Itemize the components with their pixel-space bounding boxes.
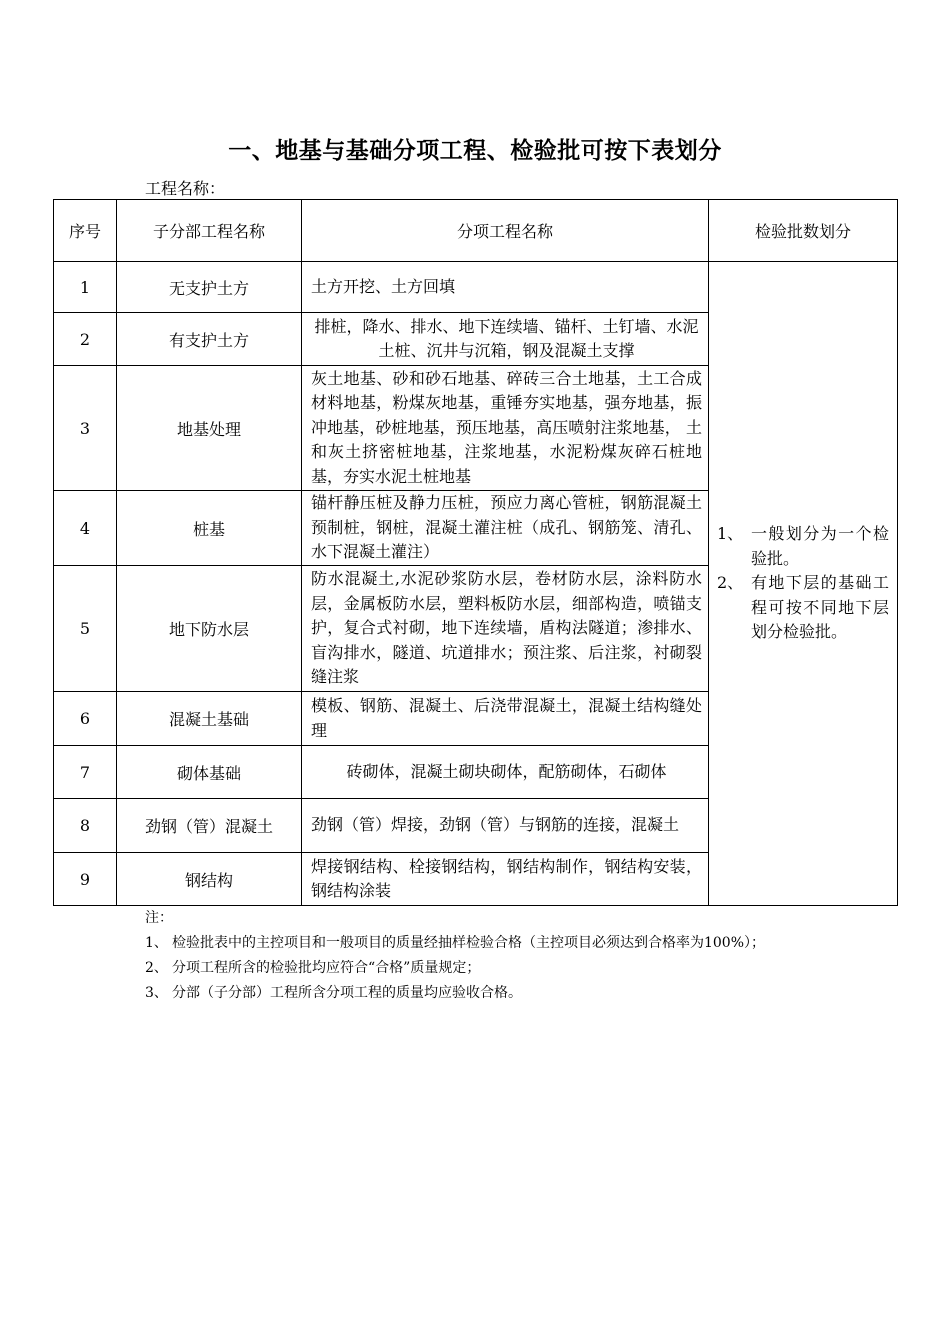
row-items: 排桩，降水、排水、地下连续墙、锚杆、土钉墙、水泥土桩、沉井与沉箱，钢及混凝土支撑 [302,313,709,366]
batch-rule-number: 2、 [717,573,744,593]
row-items: 焊接钢结构、栓接钢结构，钢结构制作，钢结构安装，钢结构涂装 [302,853,709,906]
row-subdivision: 地基处理 [117,366,302,491]
project-name-label: 工程名称： [145,179,226,198]
row-subdivision: 砌体基础 [117,746,302,799]
row-no: 2 [54,313,117,366]
note-number: 1、 [145,935,168,951]
note-number: 3、 [145,985,168,1001]
row-no: 6 [54,692,117,746]
header-no: 序号 [54,200,117,262]
row-subdivision: 桩基 [117,491,302,566]
notes-label: 注： [145,910,173,926]
row-subdivision: 混凝土基础 [117,692,302,746]
batch-rule [717,522,889,571]
row-items: 锚杆静压桩及静力压桩，预应力离心管桩，钢筋混凝土预制桩，钢桩，混凝土灌注桩（成孔、钢筋笼、清孔、水下混凝土灌注） [302,491,709,566]
row-no: 4 [54,491,117,566]
header-batch: 检验批数划分 [709,200,898,262]
row-no: 8 [54,799,117,853]
row-no: 7 [54,746,117,799]
division-table [53,199,898,906]
row-no: 3 [54,366,117,491]
note-item [145,981,825,1006]
table-row [54,262,898,313]
table-header-row [54,200,898,262]
header-subitem: 分项工程名称 [302,200,709,262]
row-items: 灰土地基、砂和砂石地基、碎砖三合土地基，土工合成材料地基，粉煤灰地基，重锤夯实地基，强夯地基，振冲地基，砂桩地基，预压地基，高压喷射注浆地基， 土和灰土挤密桩地基，注浆地基，水泥粉煤灰碎石桩地基，夯实水泥土桩地基 [302,366,709,491]
note-text: 分项工程所含的检验批均应符合“合格”质量规定； [172,960,481,976]
note-item [145,956,825,981]
row-items: 土方开挖、土方回填 [302,262,709,313]
row-subdivision: 地下防水层 [117,566,302,692]
row-items: 劲钢（管）焊接，劲钢（管）与钢筋的连接，混凝土 [302,799,709,853]
row-subdivision: 有支护土方 [117,313,302,366]
note-text: 检验批表中的主控项目和一般项目的质量经抽样检验合格（主控项目必须达到合格率为100%）； [172,935,766,951]
row-no: 5 [54,566,117,692]
batch-rule-number: 1、 [717,524,744,544]
row-items: 模板、钢筋、混凝土、后浇带混凝土，混凝土结构缝处理 [302,692,709,746]
row-subdivision: 劲钢（管）混凝土 [117,799,302,853]
batch-rule-text: 一般划分为一个检验批。 [751,524,889,568]
batch-division-cell [709,262,898,906]
row-no: 1 [54,262,117,313]
batch-rule-text: 有地下层的基础工程可按不同地下层划分检验批。 [751,573,889,642]
note-text: 分部（子分部）工程所含分项工程的质量均应验收合格。 [172,985,522,1001]
page-title: 一、地基与基础分项工程、检验批可按下表划分 [228,137,722,164]
notes [145,906,825,1006]
row-subdivision: 钢结构 [117,853,302,906]
row-items: 砖砌体，混凝土砌块砌体，配筋砌体，石砌体 [302,746,709,799]
note-number: 2、 [145,960,168,976]
note-item [145,931,825,956]
row-subdivision: 无支护土方 [117,262,302,313]
row-items: 防水混凝土,水泥砂浆防水层，卷材防水层，涂料防水层，金属板防水层，塑料板防水层，细部构造，喷锚支护，复合式衬砌，地下连续墙，盾构法隧道；渗排水、盲沟排水，隧道、坑道排水；预注浆、后注浆，衬砌裂缝注浆 [302,566,709,692]
row-no: 9 [54,853,117,906]
batch-rule [717,571,889,645]
header-subdivision: 子分部工程名称 [117,200,302,262]
